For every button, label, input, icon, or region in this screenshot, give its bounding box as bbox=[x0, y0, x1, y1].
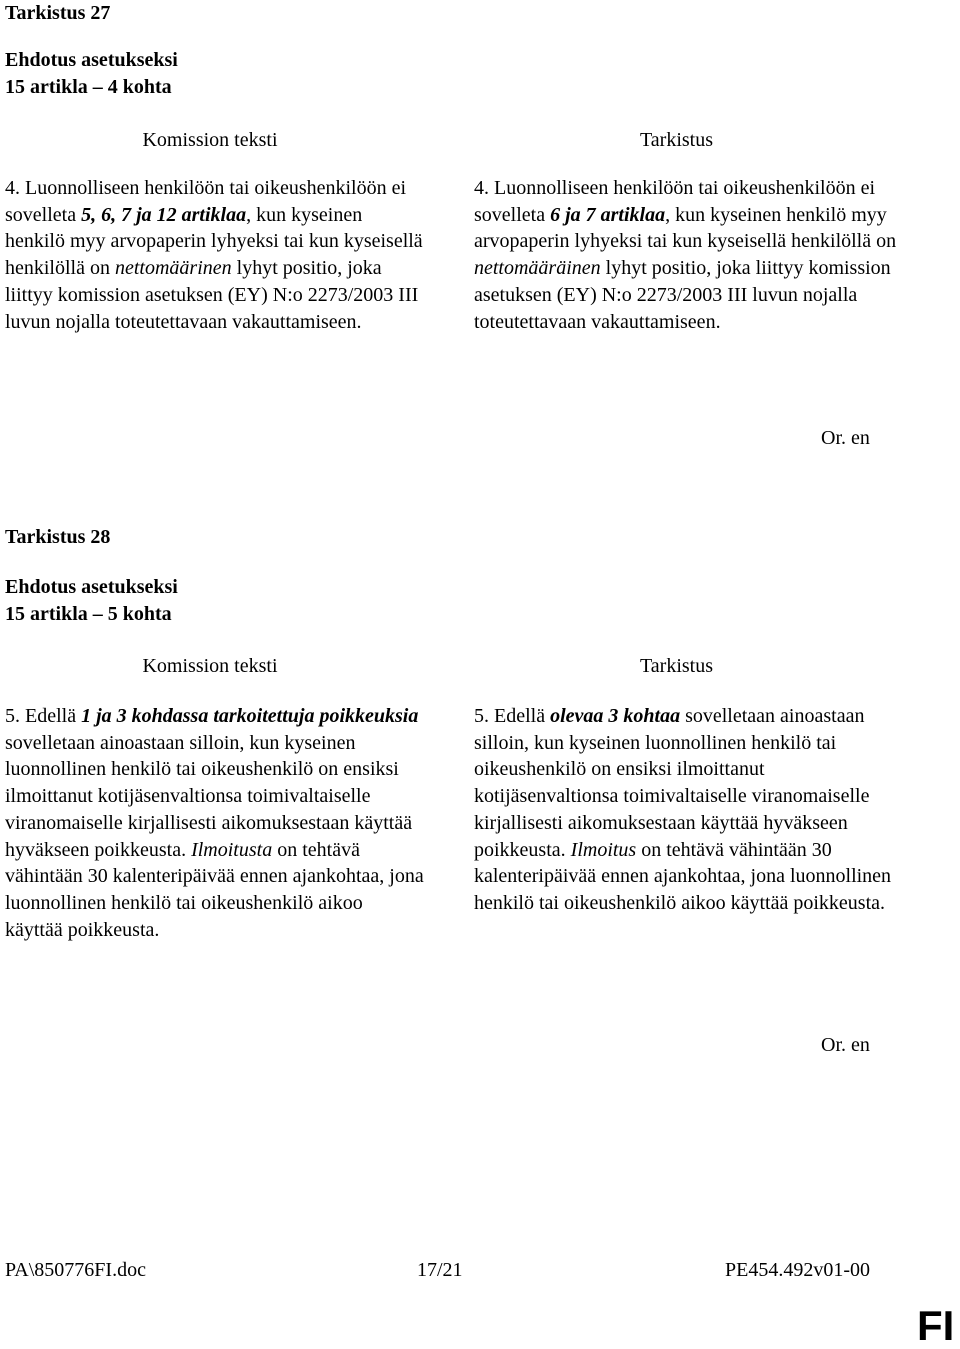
commission-text-paragraph: 4. Luonnolliseen henkilöön tai oikeushenkilöön ei sovelleta 5, 6, 7 ja 12 artiklaa, kun kyseinen henkilö myy arvopaperin lyhyeksi tai kun kyseisellä henkilöllä on nettomäärinen lyhyt positio, joka liittyy komission asetuksen (EY) N:o 2273/2003 III luvun nojalla toteutettavaan vakauttamiseen. bbox=[5, 177, 423, 333]
original-language-label: Or. en bbox=[821, 427, 870, 449]
pe-reference: PE454.492v01-00 bbox=[725, 1259, 870, 1281]
commission-text-body bbox=[5, 703, 425, 943]
amendment-title: Tarkistus 28 bbox=[5, 526, 111, 548]
language-mark: FI bbox=[917, 1302, 955, 1349]
page-number: 17/21 bbox=[417, 1259, 463, 1281]
commission-text-body bbox=[5, 175, 425, 335]
amendment-heading: Tarkistus bbox=[639, 655, 714, 677]
article-reference: 15 artikla – 5 kohta bbox=[5, 603, 172, 625]
original-language-label: Or. en bbox=[821, 1034, 870, 1056]
proposal-label: Ehdotus asetukseksi bbox=[5, 576, 178, 598]
amendment-text-body bbox=[474, 175, 904, 335]
proposal-label: Ehdotus asetukseksi bbox=[5, 49, 178, 71]
commission-text-heading: Komission teksti bbox=[142, 129, 278, 151]
amendment-text-body bbox=[474, 703, 904, 917]
amendment-heading: Tarkistus bbox=[639, 129, 714, 151]
amendment-title: Tarkistus 27 bbox=[5, 2, 111, 24]
amendment-text-paragraph: 4. Luonnolliseen henkilöön tai oikeushenkilöön ei sovelleta 6 ja 7 artiklaa, kun kyseinen henkilö myy arvopaperin lyhyeksi tai kun kyseisellä henkilöllä on nettomääräinen lyhyt positio, joka liittyy komission asetuksen (EY) N:o 2273/2003 III luvun nojalla toteutettavaan vakauttamiseen. bbox=[474, 177, 897, 333]
article-reference: 15 artikla – 4 kohta bbox=[5, 76, 172, 98]
document-reference: PA\850776FI.doc bbox=[5, 1259, 146, 1281]
commission-text-heading: Komission teksti bbox=[142, 655, 278, 677]
amendment-text-paragraph: 5. Edellä olevaa 3 kohtaa sovelletaan ainoastaan silloin, kun kyseinen luonnollinen henkilö tai oikeushenkilö on ensiksi ilmoittanut kotijäsenvaltionsa toimivaltaiselle viranomaiselle kirjallisesti aikomuksestaan käyttää hyväkseen poikkeusta. Ilmoitus on tehtävä vähintään 30 kalenteripäivää ennen ajankohtaa, jona luonnollinen henkilö tai oikeushenkilö aikoo käyttää poikkeusta. bbox=[474, 705, 892, 914]
commission-text-paragraph: 5. Edellä 1 ja 3 kohdassa tarkoitettuja poikkeuksia sovelletaan ainoastaan silloin, kun kyseinen luonnollinen henkilö tai oikeushenkilö on ensiksi ilmoittanut kotijäsenvaltionsa toimivaltaiselle viranomaiselle kirjallisesti aikomuksestaan käyttää hyväkseen poikkeusta. Ilmoitusta on tehtävä vähintään 30 kalenteripäivää ennen ajankohtaa, jona luonnollinen henkilö tai oikeushenkilö aikoo käyttää poikkeusta. bbox=[5, 705, 424, 941]
